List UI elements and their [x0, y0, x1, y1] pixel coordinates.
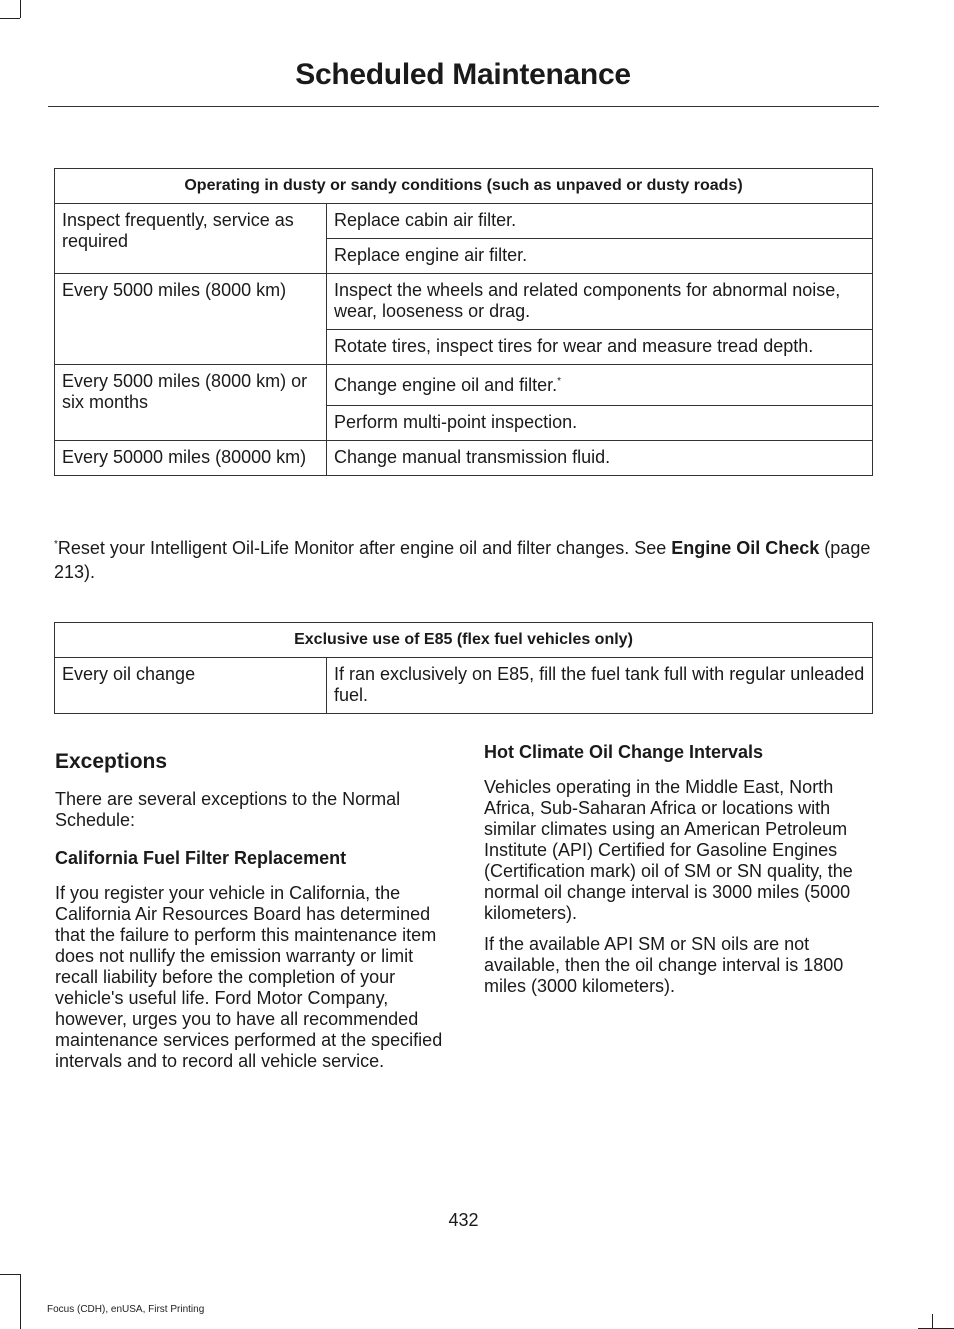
footnote-mark: *: [54, 539, 58, 550]
table-heading: Exclusive use of E85 (flex fuel vehicles only): [55, 623, 873, 658]
table-row: [55, 204, 873, 239]
table-heading: Operating in dusty or sandy conditions (such as unpaved or dusty roads): [55, 169, 873, 204]
interval-cell: Every 5000 miles (8000 km): [55, 274, 327, 365]
e85-table: [54, 622, 873, 714]
right-column: [484, 741, 876, 1007]
section-heading: Exceptions: [55, 750, 168, 773]
task-text: Change engine oil and filter.: [334, 375, 558, 395]
interval-cell: Every oil change: [55, 658, 327, 714]
subsection-heading: California Fuel Filter Replacement: [55, 848, 347, 868]
task-cell: If ran exclusively on E85, fill the fuel tank full with regular unleaded fuel.: [327, 658, 873, 714]
task-cell: Change manual transmission fluid.: [327, 441, 873, 476]
body-paragraph: Vehicles operating in the Middle East, North Africa, Sub-Saharan Africa or locations with similar climates using an American Petroleum Institute (API) Certified for Gasoline Engines (Certification mark) oil of SM or SN quality, the normal oil change interval is 3000 miles (5000 kilometers).: [484, 777, 853, 923]
crop-mark: [0, 18, 20, 19]
page-number: 432: [448, 1210, 479, 1230]
subsection-heading: Hot Climate Oil Change Intervals: [484, 742, 764, 762]
footnote-mark: *: [557, 376, 562, 387]
body-paragraph: If you register your vehicle in California, the California Air Resources Board has determined that the failure to perform this maintenance item does not nullify the emission warranty or limit recall liability before the completion of your vehicle's useful life. Ford Motor Company, however, urges you to have all recommended maintenance services performed at the specified intervals and to record all vehicle service.: [55, 883, 443, 1071]
left-column: [55, 749, 447, 1082]
footnote-text: Reset your Intelligent Oil-Life Monitor after engine oil and filter changes. See: [57, 538, 672, 558]
footer-text: Focus (CDH), enUSA, First Printing: [47, 1304, 205, 1315]
table-row: [55, 441, 873, 476]
crop-mark: [0, 1274, 20, 1275]
task-cell: Replace engine air filter.: [327, 239, 873, 274]
crop-mark: [932, 1314, 933, 1329]
header-rule: [48, 106, 879, 107]
task-cell: Rotate tires, inspect tires for wear and measure tread depth.: [327, 330, 873, 365]
footnote: [54, 536, 874, 584]
crop-mark: [20, 1274, 21, 1329]
table-row: [55, 365, 873, 406]
interval-cell: Inspect frequently, service as required: [55, 204, 327, 274]
task-cell: Replace cabin air filter.: [327, 204, 873, 239]
interval-cell: Every 50000 miles (80000 km): [55, 441, 327, 476]
task-cell: Perform multi-point inspection.: [327, 406, 873, 441]
footnote-page-ref: (page 213).: [54, 538, 871, 582]
task-cell: [327, 365, 873, 406]
interval-cell: Every 5000 miles (8000 km) or six months: [55, 365, 327, 441]
dusty-conditions-table: [54, 168, 873, 476]
crop-mark: [20, 0, 21, 18]
task-cell: Inspect the wheels and related components for abnormal noise, wear, looseness or drag.: [327, 274, 873, 330]
page-title: Scheduled Maintenance: [295, 58, 631, 91]
table-row: [55, 274, 873, 330]
intro-paragraph: There are several exceptions to the Normal Schedule:: [55, 789, 401, 830]
footnote-link[interactable]: Engine Oil Check: [671, 538, 820, 558]
body-paragraph: If the available API SM or SN oils are not available, then the oil change interval is 1800 miles (3000 kilometers).: [484, 934, 844, 996]
table-row: [55, 658, 873, 714]
